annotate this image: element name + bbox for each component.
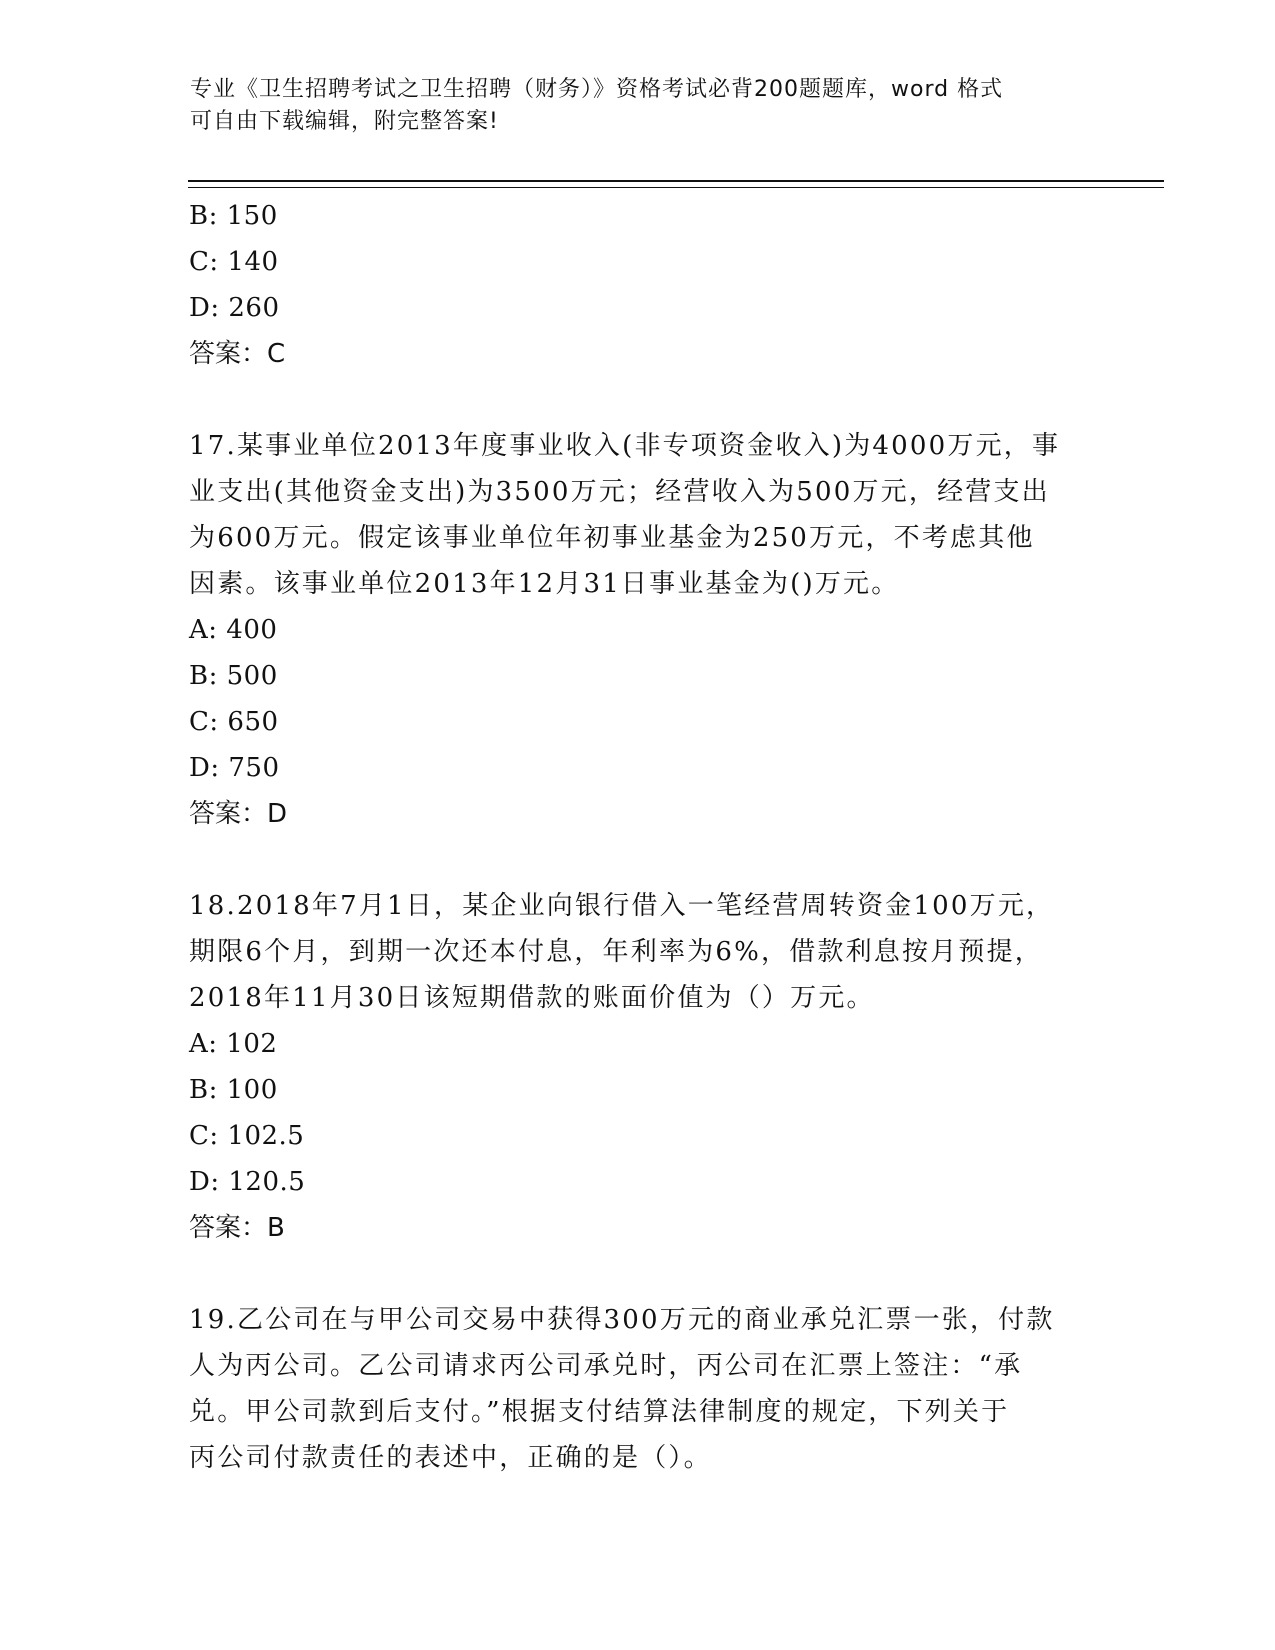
option-d: D: 260 [189, 293, 280, 323]
question-text-line: 期限6个月，到期一次还本付息，年利率为6%，借款利息按月预提， [189, 937, 1043, 967]
question-text-line: 2018年11月30日该短期借款的账面价值为（）万元。 [189, 983, 875, 1013]
question-text-line: 17.某事业单位2013年度事业收入(非专项资金收入)为4000万元，事 [189, 431, 1061, 461]
question-18 [189, 883, 1089, 1251]
option-d: D: 750 [189, 753, 280, 783]
option-c: C: 650 [189, 707, 279, 737]
question-text-line: 19.乙公司在与甲公司交易中获得300万元的商业承兑汇票一张，付款 [189, 1305, 1055, 1335]
question-text-line: 兑。甲公司款到后支付。”根据支付结算法律制度的规定，下列关于 [189, 1397, 1010, 1427]
option-a: A: 400 [189, 615, 278, 645]
spacer [189, 1251, 1089, 1297]
question-text-line: 18.2018年7月1日，某企业向银行借入一笔经营周转资金100万元， [189, 891, 1055, 921]
spacer [189, 377, 1089, 423]
spacer [189, 837, 1089, 883]
question-text-line: 因素。该事业单位2013年12月31日事业基金为()万元。 [189, 569, 900, 599]
option-b: B: 150 [189, 201, 278, 231]
option-b: B: 500 [189, 661, 278, 691]
option-c: C: 140 [189, 247, 279, 277]
answer-line: 答案：B [189, 1213, 285, 1243]
prev-question [189, 193, 1089, 377]
option-b: B: 100 [189, 1075, 278, 1105]
answer-line: 答案：C [189, 339, 286, 369]
question-text-line: 丙公司付款责任的表述中，正确的是（）。 [189, 1443, 712, 1473]
option-c: C: 102.5 [189, 1121, 305, 1151]
header-line-1: 专业《卫生招聘考试之卫生招聘（财务）》资格考试必背200题题库，word 格式 [190, 77, 1004, 102]
question-text-line: 人为丙公司。乙公司请求丙公司承兑时，丙公司在汇票上签注：“承 [189, 1351, 1023, 1381]
header-divider [188, 180, 1164, 188]
answer-line: 答案：D [189, 799, 288, 829]
header-line-2: 可自由下载编辑，附完整答案! [190, 109, 499, 134]
option-a: A: 102 [189, 1029, 278, 1059]
question-17 [189, 423, 1089, 837]
question-19 [189, 1297, 1089, 1481]
question-text-line: 业支出(其他资金支出)为3500万元；经营收入为500万元，经营支出 [189, 477, 1050, 507]
document-body [189, 193, 1089, 1481]
document-header [190, 74, 1090, 138]
question-text-line: 为600万元。假定该事业单位年初事业基金为250万元，不考虑其他 [189, 523, 1035, 553]
option-d: D: 120.5 [189, 1167, 306, 1197]
